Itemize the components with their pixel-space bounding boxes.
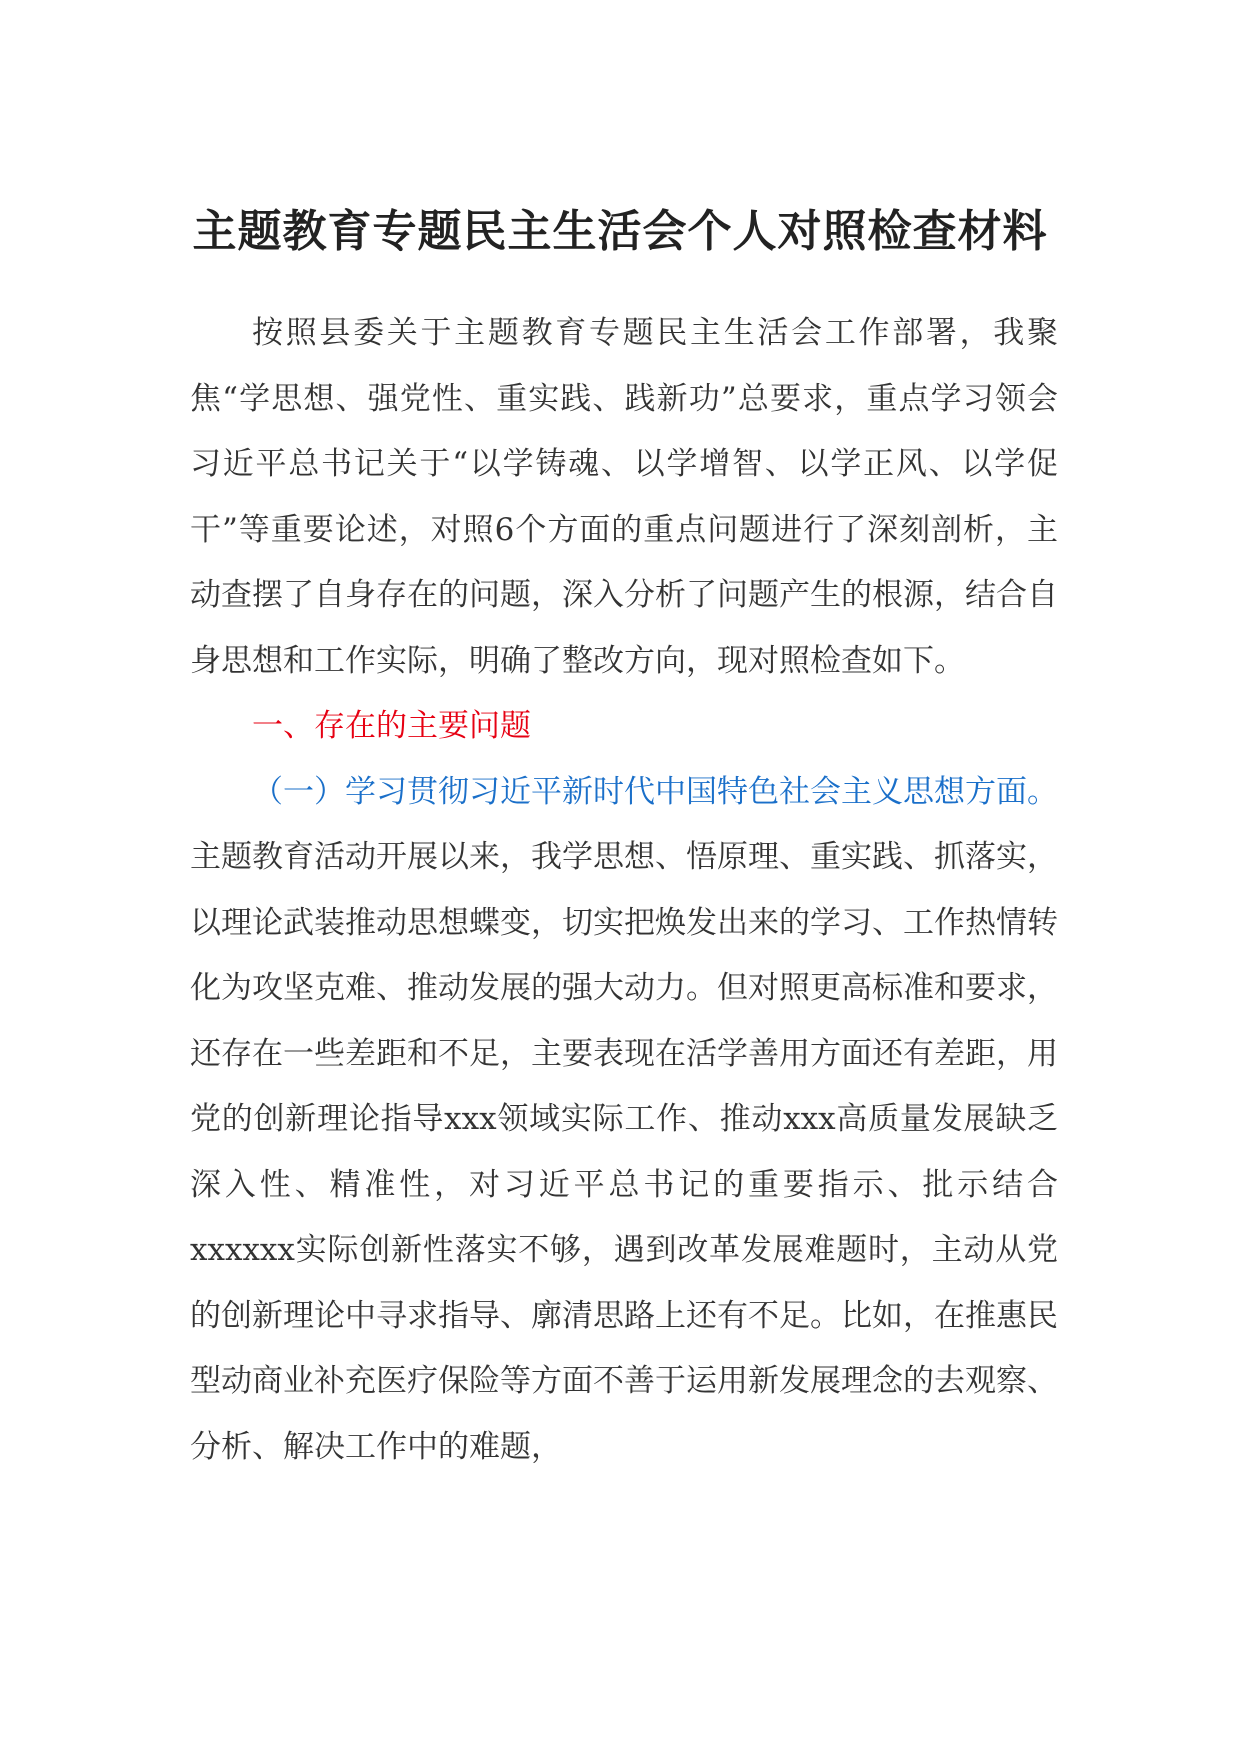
subsection-text: 主题教育活动开展以来，我学思想、悟原理、重实践、抓落实，以理论武装推动思想蝶变，切实把焕发出来的学习、工作热情转化为攻坚克难、推动发展的强大动力。但对照更高标准和要求，还存在一些差距和不足，主要表现在活学善用方面还有差距，用党的创新理论指导xxx领域实际工作、推动xxx高质量发展缺乏深入性、精准性，对习近平总书记的重要指示、批示结合xxxxxx实际创新性落实不够，遇到改革发展难题时，主动从党的创新理论中寻求指导、廓清思路上还有不足。比如，在推惠民型动商业补充医疗保险等方面不善于运用新发展理念的去观察、分析、解决工作中的难题， xyxy=(190,839,1058,1465)
document-body xyxy=(190,301,1058,1480)
subsection-paragraph xyxy=(190,760,1058,1481)
intro-paragraph: 按照县委关于主题教育专题民主生活会工作部署，我聚焦“学思想、强党性、重实践、践新功”总要求，重点学习领会习近平总书记关于“以学铸魂、以学增智、以学正风、以学促干”等重要论述，对照6个方面的重点问题进行了深刻剖析，主动查摆了自身存在的问题，深入分析了问题产生的根源，结合自身思想和工作实际，明确了整改方向，现对照检查如下。 xyxy=(190,315,1058,679)
section-heading: 一、存在的主要问题 xyxy=(252,708,531,744)
subsection-heading: （一）学习贯彻习近平新时代中国特色社会主义思想方面。 xyxy=(252,773,1058,810)
document-title: 主题教育专题民主生活会个人对照检查材料 xyxy=(192,206,1048,257)
